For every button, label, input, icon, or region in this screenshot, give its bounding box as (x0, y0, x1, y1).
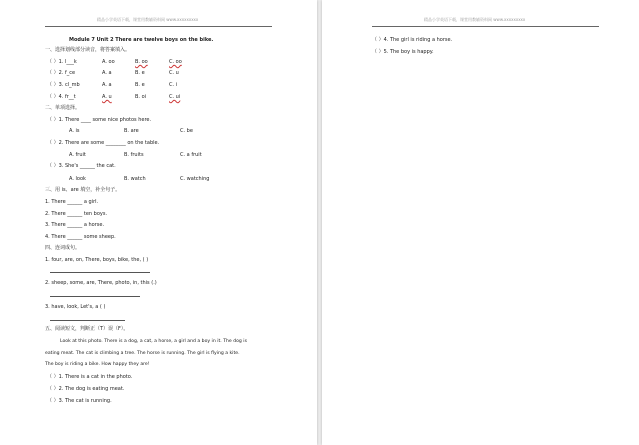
s3-item-4: 4. There ______ some sheep. (45, 234, 116, 240)
document-page-2 (322, 0, 639, 445)
s5-statement-1: （ ）1. There is a cat in the photo. (47, 374, 133, 380)
header-rule (372, 26, 599, 27)
page-header: 精品小学英语下载，课堂用教辅资料网 www.xxxxxxxxx (97, 17, 199, 22)
s2-q1-stem: （ ）1. There ____ some nice photos here. (47, 117, 152, 123)
s2-q3-option-c: C. watching (180, 176, 210, 182)
s3-item-1: 1. There ______ a girl. (45, 199, 99, 205)
document-page-1 (0, 0, 317, 445)
passage-line-2: eating meat. The cat is climbing a tree. The horse is running. The girl is flying a kite. (45, 351, 240, 356)
s1-q3-option-c: C. i (169, 82, 178, 88)
section-1-heading: 一、选择划线部分读音，将答案填入。 (45, 47, 131, 53)
s1-q2-stem: （ ）2. f_ce (47, 70, 76, 76)
s2-q1-option-c: C. be (180, 128, 193, 134)
section-4-heading: 四、连词成句。 (45, 245, 81, 251)
answer-line (50, 272, 150, 273)
s2-q3-option-b: B. watch (124, 176, 146, 182)
answer-line (50, 296, 140, 297)
section-3-heading: 三、用 is、are 填空，补全句子。 (45, 187, 121, 193)
answer-line (50, 320, 125, 321)
passage-line-1: Look at this photo. There is a dog, a cat, a horse, a girl and a boy in it. The dog is (60, 339, 247, 344)
s5-statement-2: （ ）2. The dog is eating meat. (47, 386, 125, 392)
s2-q2-option-c: C. a fruit (180, 152, 202, 158)
s3-item-3: 3. There ______ a horse. (45, 222, 105, 228)
section-5-heading: 五、阅读短文，判断正（T）误（F）。 (45, 326, 129, 332)
s1-q1-option-a: A. oo (102, 59, 115, 65)
s1-q4-option-c: C. ui (169, 94, 181, 100)
s1-q1-option-c: C. oo (169, 59, 182, 65)
s2-q1-option-a: A. is (69, 128, 80, 134)
s1-q4-option-b: B. oi (135, 94, 147, 100)
s5-statement-3: （ ）3. The cat is running. (47, 398, 112, 404)
page-header: 精品小学英语下载，课堂用教辅资料网 www.xxxxxxxxx (424, 17, 526, 22)
s4-item-2: 2. sheep, some, are, There, photo, in, this (.) (45, 280, 157, 286)
s2-q3-option-a: A. look (69, 176, 86, 182)
s1-q2-option-b: B. e (135, 70, 145, 76)
s1-q2-option-c: C. u (169, 70, 179, 76)
s2-q3-stem: （ ）3. She's ______ the cat. (47, 163, 116, 169)
s1-q1-option-b: B. oo (135, 59, 148, 65)
document-title: Module 7 Unit 2 There are twelve boys on the bike. (69, 37, 214, 43)
s2-q2-stem: （ ）2. There are some ________ on the table. (47, 140, 160, 146)
s5-statement-5: （ ）5. The boy is happy. (372, 49, 434, 55)
s1-q2-option-a: A. a (102, 70, 112, 76)
s5-statement-4: （ ）4. The girl is riding a horse. (372, 37, 453, 43)
s2-q2-option-b: B. fruits (124, 152, 144, 158)
s1-q4-option-a: A. u (102, 94, 112, 100)
s4-item-1: 1. four, are, on, There, boys, bike, the, ( ) (45, 257, 149, 263)
s2-q1-option-b: B. are (124, 128, 139, 134)
header-rule (45, 26, 272, 27)
s1-q4-stem: （ ）4. fr__t (47, 94, 76, 100)
s1-q3-option-a: A. a (102, 82, 112, 88)
s1-q3-stem: （ ）3. cl_mb (47, 82, 80, 88)
s2-q2-option-a: A. fruit (69, 152, 86, 158)
s1-q1-stem: （ ）1. l___k (47, 59, 77, 65)
s3-item-2: 2. There ______ ten boys. (45, 211, 108, 217)
passage-line-3: The boy is riding a bike. How happy they are! (45, 362, 150, 367)
section-2-heading: 二、单项选择。 (45, 105, 81, 111)
s1-q3-option-b: B. e (135, 82, 145, 88)
s4-item-3: 3. have, look, Let's, a ( ) (45, 304, 106, 310)
